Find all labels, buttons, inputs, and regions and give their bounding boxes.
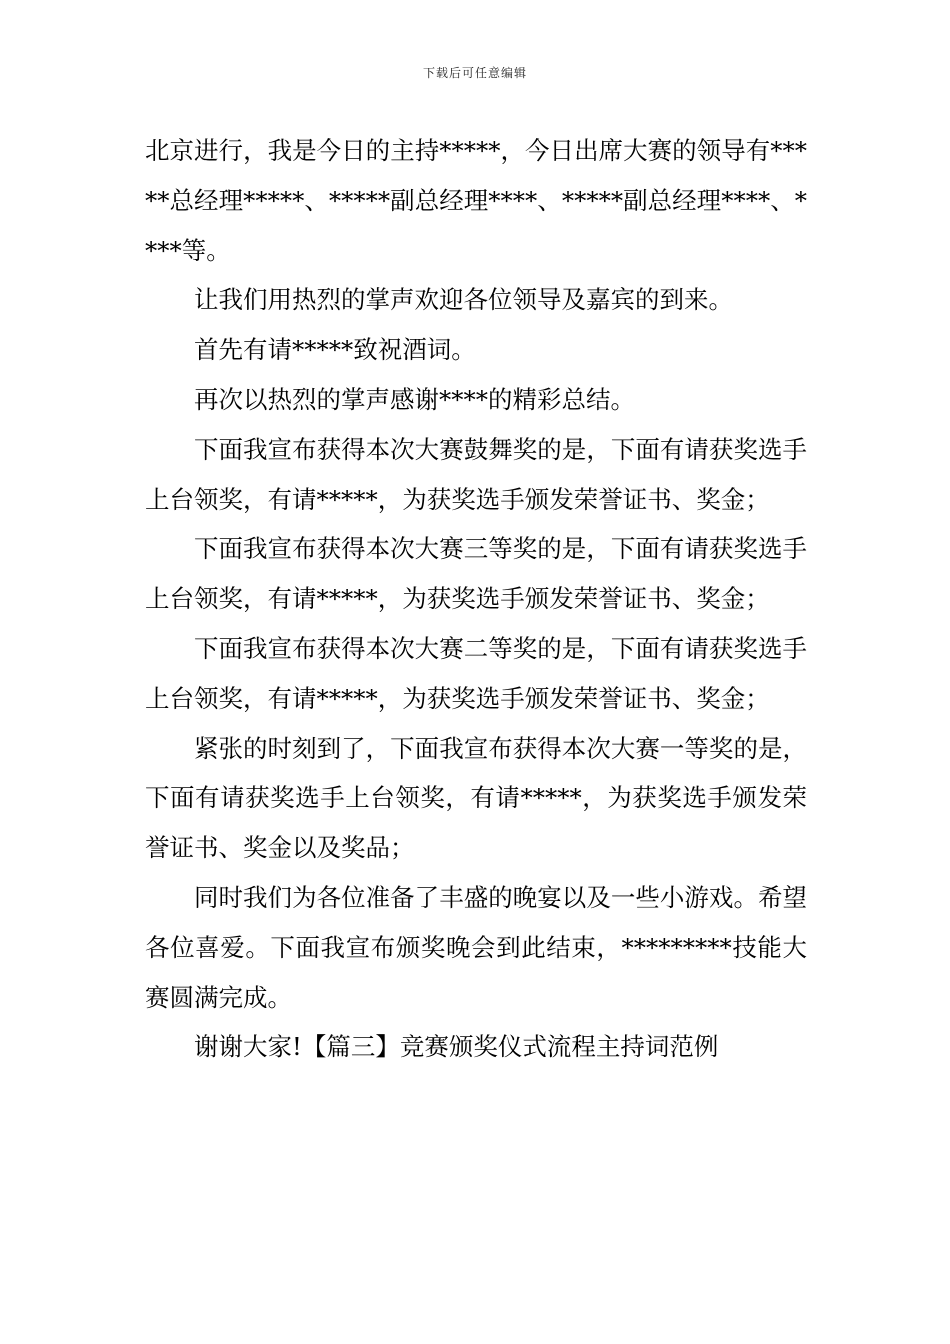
paragraph-welcome: 让我们用热烈的掌声欢迎各位领导及嘉宾的到来。 bbox=[194, 285, 733, 315]
document-body bbox=[145, 126, 807, 1072]
paragraph-toast: 首先有请*****致祝酒词。 bbox=[194, 335, 476, 365]
paragraph-encouragement-award: 下面我宣布获得本次大赛鼓舞奖的是，下面有请获奖选手上台领奖，有请*****，为获奖选手颁发荣誉证书、奖金； bbox=[145, 434, 807, 514]
paragraph-second-prize: 下面我宣布获得本次大赛二等奖的是，下面有请获奖选手上台领奖，有请*****，为获奖选手颁发荣誉证书、奖金； bbox=[145, 633, 807, 713]
paragraph-third-prize: 下面我宣布获得本次大赛三等奖的是，下面有请获奖选手上台领奖，有请*****，为获奖选手颁发荣誉证书、奖金； bbox=[145, 534, 807, 614]
paragraph-thank-you-heading: 谢谢大家!【篇三】竞赛颁奖仪式流程主持词范例 bbox=[194, 1032, 719, 1062]
paragraph-first-prize: 紧张的时刻到了，下面我宣布获得本次大赛一等奖的是，下面有请获奖选手上台领奖，有请*****，为获奖选手颁发荣誉证书、奖金以及奖品； bbox=[145, 733, 807, 863]
page-header-note: 下载后可任意编辑 bbox=[422, 66, 527, 80]
paragraph-closing: 同时我们为各位准备了丰盛的晚宴以及一些小游戏。希望各位喜爱。下面我宣布颁奖晚会到此结束，*********技能大赛圆满完成。 bbox=[145, 882, 807, 1012]
paragraph-thanks: 再次以热烈的掌声感谢****的精彩总结。 bbox=[194, 384, 635, 414]
paragraph-intro: 北京进行，我是今日的主持*****，今日出席大赛的领导有*****总经理*****、*****副总经理****、*****副总经理****、****等。 bbox=[145, 136, 807, 265]
